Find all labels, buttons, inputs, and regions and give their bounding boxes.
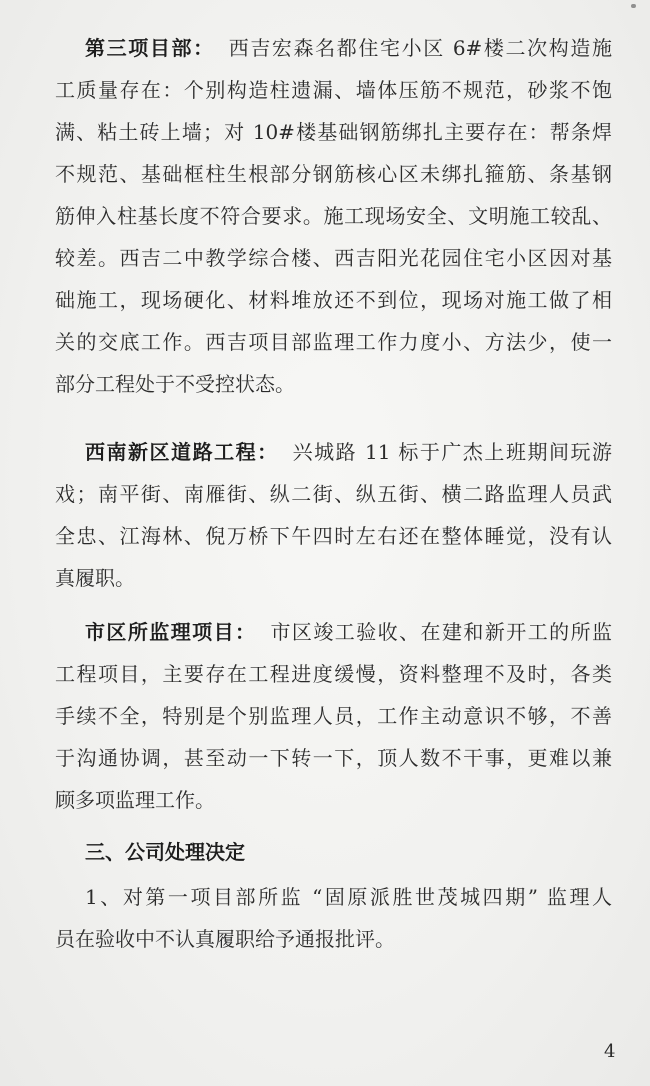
text-line: 员在验收中不认真履职给予通报批评。	[55, 927, 395, 951]
text-line	[55, 611, 612, 653]
text-line	[55, 27, 612, 69]
text-line: 较差。西吉二中教学综合楼、西吉阳光花园住宅小区因对基	[55, 246, 612, 270]
paragraph-lead: 第三项目部：	[85, 36, 215, 60]
text-line: 戏；南平街、南雁街、纵二街、纵五街、横二路监理人员武	[55, 482, 612, 506]
text-line: 全忠、江海林、倪万桥下午四时左右还在整体睡觉，没有认	[55, 524, 612, 548]
decision-item	[55, 876, 612, 960]
text-line: 1、对第一项目部所监 “固原派胜世茂城四期” 监理人	[85, 885, 612, 909]
text-line: 满、粘土砖上墙；对 10#楼基础钢筋绑扎主要存在：帮条焊	[55, 120, 612, 144]
line-text: 兴城路 11 标于广杰上班期间玩游	[292, 440, 612, 464]
document-body	[55, 27, 612, 960]
text-line: 部分工程处于不受控状态。	[55, 372, 295, 396]
text-line: 工程项目，主要存在工程进度缓慢，资料整理不及时，各类	[55, 662, 612, 686]
text-line: 顾多项监理工作。	[55, 788, 215, 812]
paragraph-lead: 西南新区道路工程：	[85, 440, 279, 464]
line-text: 市区竣工验收、在建和新开工的所监	[270, 620, 612, 644]
section-heading: 三、公司处理决定	[85, 840, 245, 864]
text-line: 关的交底工作。西吉项目部监理工作力度小、方法少，使一	[55, 330, 612, 354]
paragraph-third-project-dept	[55, 27, 612, 405]
text-line: 筋伸入柱基长度不符合要求。施工现场安全、文明施工较乱、	[55, 204, 612, 228]
text-line: 础施工，现场硬化、材料堆放还不到位，现场对施工做了相	[55, 288, 612, 312]
paragraph-lead: 市区所监理项目：	[85, 620, 257, 644]
text-line: 于沟通协调，甚至动一下转一下，顶人数不干事，更难以兼	[55, 746, 612, 770]
text-line: 不规范、基础框柱生根部分钢筋核心区未绑扎箍筋、条基钢	[55, 162, 612, 186]
paragraph-city-supervision-projects	[55, 611, 612, 821]
paragraph-southwest-road-project	[55, 431, 612, 599]
text-line: 真履职。	[55, 566, 135, 590]
scan-speck	[631, 4, 636, 8]
text-line: 手续不全，特别是个别监理人员，工作主动意识不够，不善	[55, 704, 612, 728]
line-text: 西吉宏森名都住宅小区 6#楼二次构造施	[228, 36, 612, 60]
text-line	[55, 431, 612, 473]
text-line: 工质量存在：个别构造柱遗漏、墙体压筋不规范，砂浆不饱	[55, 78, 612, 102]
page-number: 4	[604, 1041, 616, 1062]
